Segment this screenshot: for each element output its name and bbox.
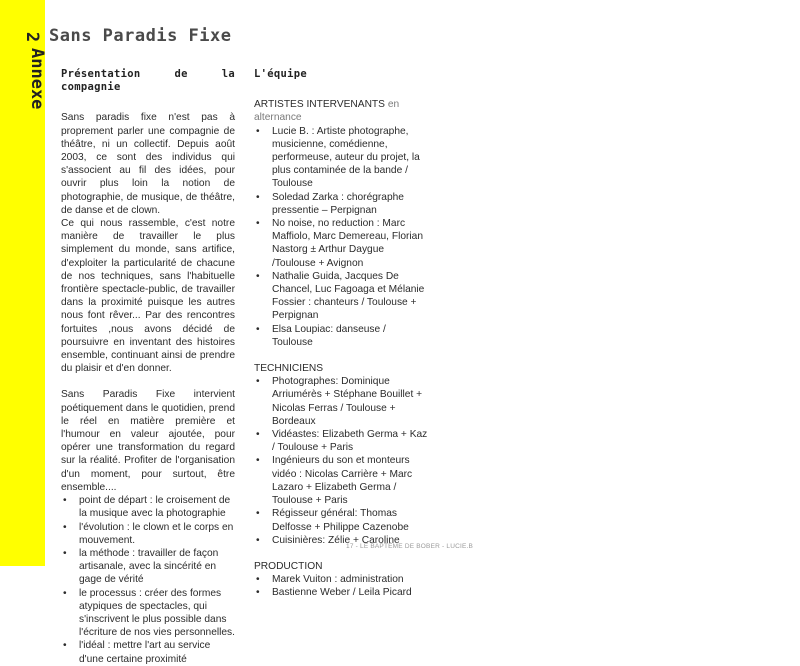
production-title: PRODUCTION	[254, 560, 323, 572]
list-item: • Soledad Zarka : chorégraphe pressentie – Perpignan	[254, 191, 428, 217]
list-item: • la méthode : travailler de façon artisanale, avec la sincérité en gage de vérité	[61, 547, 235, 587]
right-column	[254, 68, 428, 613]
list-item: • Vidéastes: Elizabeth Germa + Kaz / Toulouse + Paris	[254, 428, 428, 454]
list-item: • Bastienne Weber / Leila Picard	[254, 586, 428, 599]
artists-note: en alternance	[254, 99, 400, 124]
list-item: • Cuisinières: Zélie + Caroline	[254, 534, 428, 547]
presentation-heading: Présentation de la compagnie	[61, 68, 235, 94]
paragraph-intervention: Sans Paradis Fixe intervient poétiquement dans le quotidien, prend le réel en matière première et l'humour en valeur ajoutée, pour opérer une transformation du regard sur la réalité. Profiter de l'organisation d'un moment, pour surtout, être ensemble....	[61, 389, 235, 493]
list-item: • Lucie B. : Artiste photographe, musicienne, comédienne, performeuse, auteur du projet, la plus contaminée de la bande / Toulouse	[254, 125, 428, 191]
list-item: • Photographes: Dominique Arriumérès + Stéphane Bouillet + Nicolas Ferras / Toulouse + Bordeaux	[254, 375, 428, 428]
list-item: • Régisseur général: Thomas Delfosse + Philippe Cazenobe	[254, 507, 428, 533]
paragraph-method: Ce qui nous rassemble, c'est notre manière de travailler le plus simplement du monde, sans artifice, d'exploiter la particularité de chacune de nos techniques, sans l'habituelle frontière spectacle-public, de travailler dans la proximité puisque les autres nous font rêver... Par des rencontres fortuites ,nous avons décidé de poursuivre en inventant des histoires ensemble, continuant ainsi de prendre du plaisir et d'en donner.	[61, 218, 235, 375]
list-item: • Elsa Loupiac: danseuse / Toulouse	[254, 323, 428, 349]
technicians-title: TECHNICIENS	[254, 363, 324, 375]
sidebar-band	[0, 0, 45, 566]
production-list	[254, 573, 428, 599]
team-heading: L'équipe	[254, 68, 307, 80]
spacer	[61, 375, 235, 388]
page-title: Sans Paradis Fixe	[49, 26, 232, 46]
list-item: • l'idéal : mettre l'art au service d'une certaine proximité	[61, 639, 235, 665]
list-item: • No noise, no reduction : Marc Maffiolo, Marc Demereau, Florian Nastorg ± Arthur Daygue /Toulouse + Avignon	[254, 217, 428, 270]
list-item: • Nathalie Guida, Jacques De Chancel, Luc Fagoaga et Mélanie Fossier : chanteurs / Toulouse + Perpignan	[254, 270, 428, 323]
list-item: • Ingénieurs du son et monteurs vidéo : Nicolas Carrière + Marc Lazaro + Elizabeth Germa / Toulouse + Paris	[254, 454, 428, 507]
artists-group	[254, 98, 428, 349]
artists-list	[254, 125, 428, 349]
list-item: • point de départ : le croisement de la musique avec la photographie	[61, 494, 235, 520]
list-item: • le processus : créer des formes atypiques de spectacles, qui s'inscrivent le plus possible dans l'écriture de nos vies personnelles.	[61, 587, 235, 640]
technicians-group	[254, 362, 428, 547]
principles-list	[61, 494, 235, 666]
artists-title	[254, 98, 428, 124]
production-group	[254, 560, 428, 600]
annexe-label	[4, 46, 47, 112]
technicians-list	[254, 375, 428, 547]
page-footer: 17 - LE BAPTÊME DE BOBER - LUCIE.B	[346, 543, 474, 550]
list-item: • l'évolution : le clown et le corps en mouvement.	[61, 521, 235, 547]
left-column	[61, 68, 235, 666]
paragraph-intro: Sans paradis fixe n'est pas à proprement parler une compagnie de théâtre, ni un collectif. Depuis août 2003, ce sont des individus qui s'associent au fil des idées, pour ouvrir plus loin la notion de photographie, de musique, de théâtre, de danse et de clown.	[61, 112, 235, 216]
artists-title-text: ARTISTES INTERVENANTS	[254, 99, 385, 111]
list-item: • Marek Vuiton : administration	[254, 573, 428, 586]
annexe-text: Annexe	[27, 48, 47, 110]
chapter-number: 2	[22, 31, 43, 43]
